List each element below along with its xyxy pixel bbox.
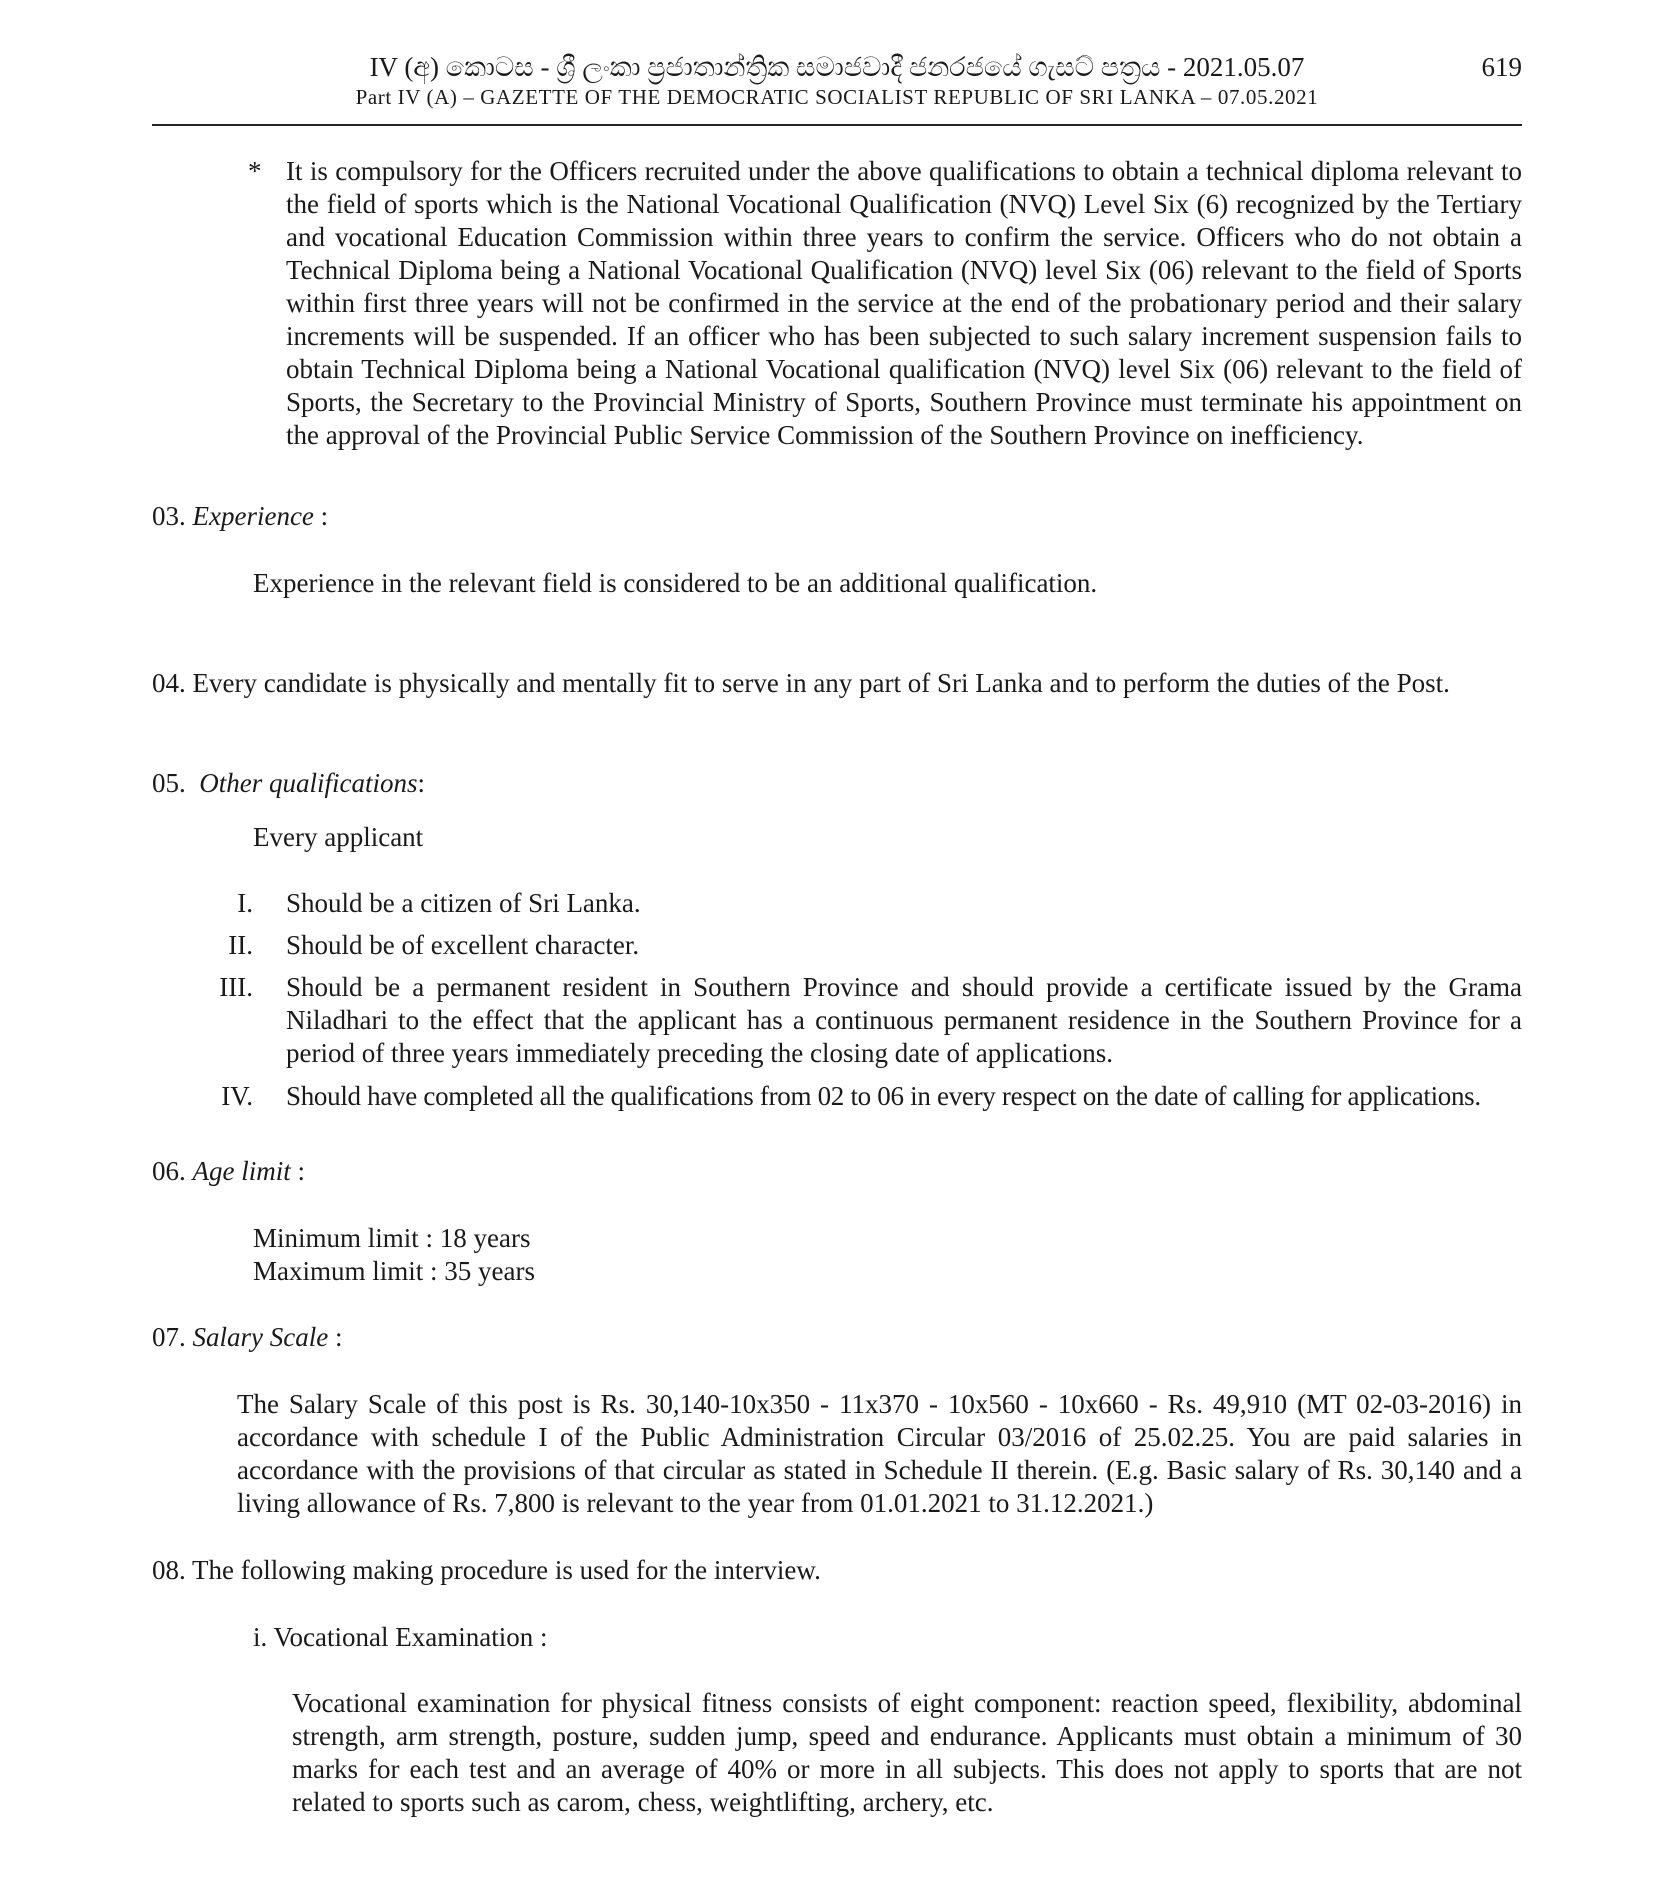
section-03-heading — [152, 500, 752, 533]
age-maximum: Maximum limit : 35 years — [253, 1256, 535, 1286]
qualification-text: Should be a permanent resident in Southern Province and should provide a certificate issued by the Grama Niladhari to the effect that the applicant has a continuous permanent residence in the Southern Province for a period of three years immediately preceding the closing date of applications. — [286, 972, 1522, 1068]
section-07-heading — [152, 1321, 752, 1354]
section-06-number: 06. — [152, 1156, 186, 1186]
qualification-text: Should have completed all the qualifications from 02 to 06 in every respect on the date of calling for applications. — [286, 1081, 1481, 1111]
age-minimum: Minimum limit : 18 years — [253, 1223, 531, 1253]
section-04-text: 04. Every candidate is physically and mentally fit to serve in any part of Sri Lanka and to perform the duties of the Post. — [152, 668, 1450, 698]
section-05-title: Other qualifications — [199, 768, 418, 798]
section-07-number: 07. — [152, 1322, 186, 1352]
qualification-num: I. — [237, 888, 253, 918]
qualification-text: Should be a citizen of Sri Lanka. — [286, 888, 641, 918]
header-sinhala-title: IV (අ) කොටස - ශ්‍රී ලංකා ප්‍රජාතාන්ත්‍රික සමාජවාදී ජනරජයේ ගැසට් පත්‍රය - 2021.05.07 — [369, 52, 1305, 82]
section-05-colon: : — [417, 768, 426, 798]
note-paragraph: It is compulsory for the Officers recruited under the above qualifications to obtain a technical diploma relevant to the field of sports which is the National Vocational Qualification (NVQ) Level Six (6) recognized by the Tertiary and vocational Education Commission within three years to confirm the service. Officers who do not obtain a Technical Diploma being a National Vocational Qualification (NVQ) level Six (06) relevant to the field of Sports within first three years will not be confirmed in the service at the end of the probationary period and their salary increments will be suspended. If an officer who has been subjected to such salary increment suspension fails to obtain Technical Diploma being a National Vocational qualification (NVQ) level Six (06) relevant to the field of Sports, the Secretary to the Provincial Ministry of Sports, Southern Province must terminate his appointment on the approval of the Provincial Public Service Commission of the Southern Province on inefficiency. — [286, 156, 1522, 450]
section-08-text: 08. The following making procedure is used for the interview. — [152, 1555, 821, 1585]
section-05-intro: Every applicant — [253, 822, 424, 852]
page-number: 619 — [1481, 52, 1522, 82]
section-07-body: The Salary Scale of this post is Rs. 30,140-10x350 - 11x370 - 10x560 - 10x660 - Rs. 49,910 (MT 02-03-2016) in accordance with schedule I of the Public Administration Circular 03/2016 of 25.02.25. You are paid salaries in accordance with the provisions of that circular as stated in Schedule II therein. (E.g. Basic salary of Rs. 30,140 and a living allowance of Rs. 7,800 is relevant to the year from 01.01.2021 to 31.12.2021.) — [237, 1389, 1522, 1518]
section-08-subbody: Vocational examination for physical fitness consists of eight component: reaction speed, flexibility, abdominal strength, arm strength, posture, sudden jump, speed and endurance. Applicants must obtain a minimum of 30 marks for each test and an average of 40% or more in all subjects. This does not apply to sports that are not related to sports such as carom, chess, weightlifting, archery, etc. — [292, 1688, 1522, 1817]
qualification-num: II. — [228, 930, 253, 960]
qualification-num: III. — [219, 972, 253, 1002]
section-06-title: Age limit — [192, 1156, 291, 1186]
qualification-text: Should be of excellent character. — [286, 930, 640, 960]
qualification-num: IV. — [221, 1081, 253, 1111]
section-07-colon: : — [328, 1322, 343, 1352]
section-03-title: Experience — [192, 501, 314, 531]
section-03-body: Experience in the relevant field is considered to be an additional qualification. — [253, 568, 1098, 598]
page-header — [152, 50, 1522, 126]
section-03-colon: : — [313, 501, 329, 531]
section-06-heading — [152, 1155, 752, 1188]
section-03-number: 03. — [152, 501, 186, 531]
section-06-colon: : — [290, 1156, 305, 1186]
header-english-title: Part IV (A) – GAZETTE OF THE DEMOCRATIC SOCIALIST REPUBLIC OF SRI LANKA – 07.05.2021 — [355, 85, 1319, 109]
section-05-heading — [152, 767, 852, 800]
section-08-subheading: i. Vocational Examination : — [253, 1622, 548, 1652]
note-marker: * — [248, 156, 262, 186]
section-07-title: Salary Scale — [192, 1322, 329, 1352]
section-05-number: 05. — [152, 768, 186, 798]
